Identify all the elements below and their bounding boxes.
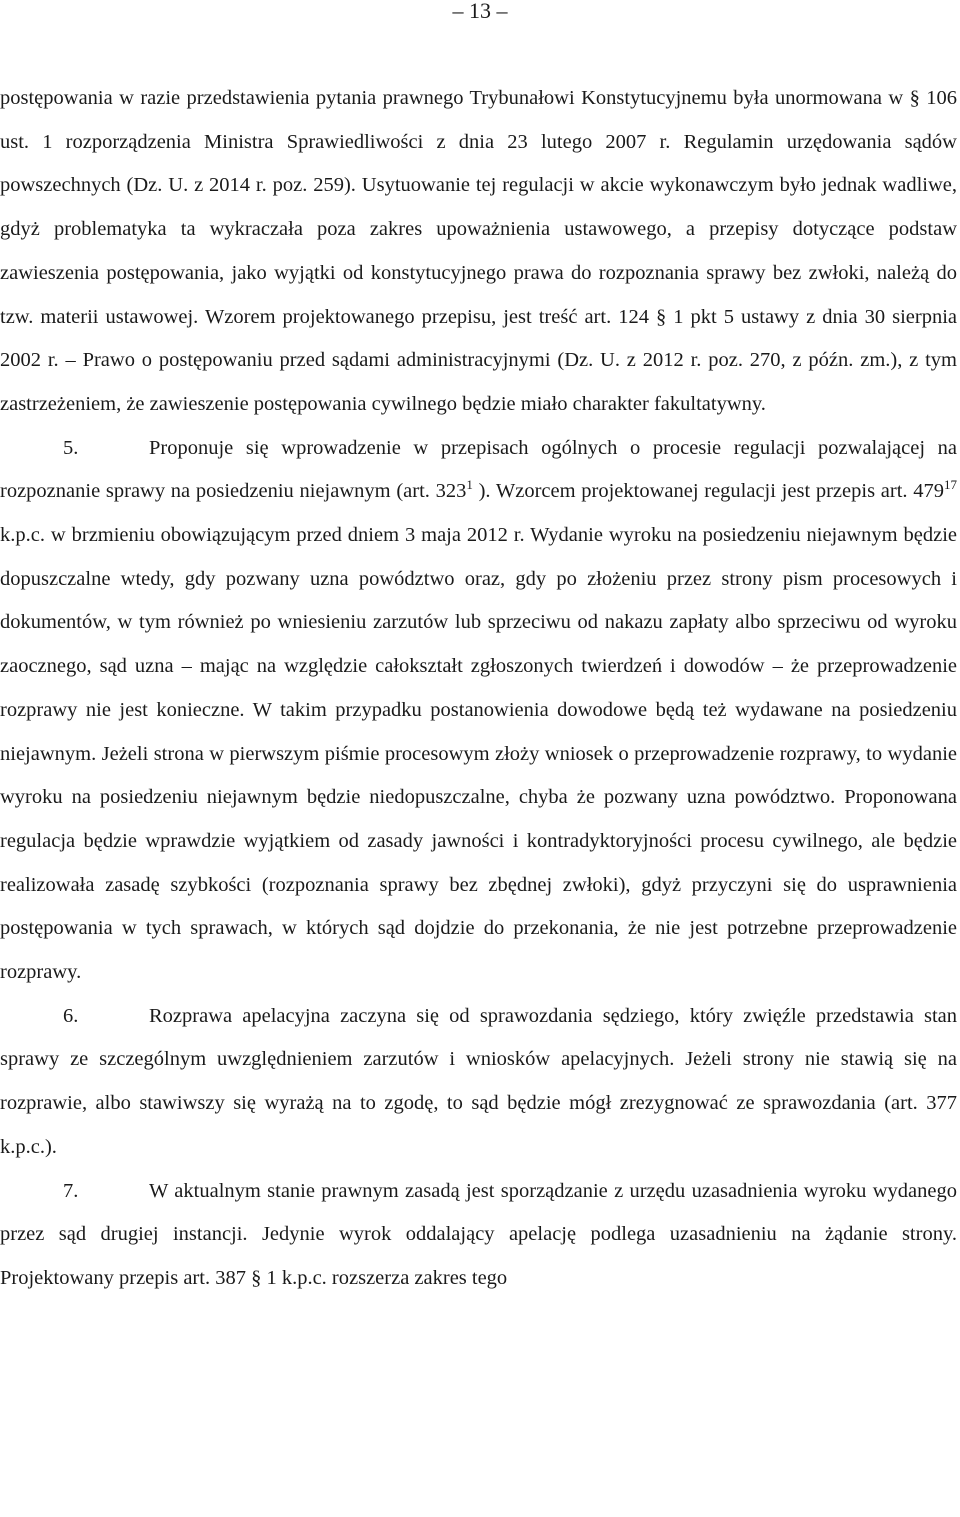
paragraph-continued: postępowania w razie przedstawienia pytania prawnego Trybunałowi Konstytucyjnemu była unormowana w § 106 ust. 1 rozporządzenia Ministra Sprawiedliwości z dnia 23 lutego 2007 r. Regulamin urzędowania sądów powszechnych (Dz. U. z 2014 r. poz. 259). Usytuowanie tej regulacji w akcie wykonawczym było jednak wadliwe, gdyż problematyka ta wykraczała poza zakres upoważnienia ustawowego, a przepisy dotyczące podstaw zawieszenia postępowania, jako wyjątki od konstytucyjnego prawa do rozpoznania sprawy bez zwłoki, należą do tzw. materii ustawowej. Wzorem projektowanego przepisu, jest treść art. 124 § 1 pkt 5 ustawy z dnia 30 sierpnia 2002 r. – Prawo o postępowaniu przed sądami administracyjnymi (Dz. U. z 2012 r. poz. 270, z późn. zm.), z tym zastrzeżeniem, że zawieszenie postępowania cywilnego będzie miało charakter fakultatywny. — [0, 87, 957, 415]
paragraph-7 — [0, 1170, 957, 1301]
paragraph-5 — [0, 427, 957, 995]
paragraph-text: k.p.c. w brzmieniu obowiązującym przed dniem 3 maja 2012 r. Wydanie wyroku na posiedzeniu niejawnym będzie dopuszczalne wtedy, gdy pozwany uzna powództwo oraz, gdy po złożeniu przez strony pism procesowych i dokumentów, w tym również po wniesieniu zarzutów lub sprzeciwu od nakazu zapłaty albo sprzeciwu od wyroku zaocznego, sąd uzna – mając na względzie całokształt zgłoszonych twierdzeń i dowodów – że przeprowadzenie rozprawy nie jest konieczne. W takim przypadku postanowienia dowodowe będą też wydawane na posiedzeniu niejawnym. Jeżeli strona w pierwszym piśmie procesowym złoży wniosek o przeprowadzenie rozprawy, to wydanie wyroku na posiedzeniu niejawnym będzie niedopuszczalne, chyba że pozwany uzna powództwo. Proponowana regulacja będzie wprawdzie wyjątkiem od zasady jawności i kontradyktoryjności procesu cywilnego, ale będzie realizowała zasadę szybkości (rozpoznania sprawy bez zbędnej zwłoki), gdyż przyczyni się do usprawnienia postępowania w tych sprawach, w których sąd dojdzie do przekonania, że nie jest potrzebne przeprowadzenie rozprawy. — [0, 524, 957, 984]
page-number: – 13 – — [452, 0, 508, 23]
document-body — [0, 77, 957, 1301]
paragraph-number: 6. — [63, 1004, 79, 1027]
superscript: 1 — [466, 477, 473, 493]
paragraph-number: 5. — [63, 436, 79, 459]
paragraph-text: Proponuje się wprowadzenie w przepisach ogólnych o procesie regulacji pozwalającej na rozpoznanie sprawy na posiedzeniu niejawnym (art. 323 — [0, 436, 957, 503]
paragraph-number: 7. — [63, 1179, 79, 1202]
paragraph-text: ). Wzorcem projektowanej regulacji jest przepis art. 479 — [472, 480, 944, 503]
paragraph-6 — [0, 995, 957, 1170]
paragraph-text: W aktualnym stanie prawnym zasadą jest sporządzanie z urzędu uzasadnienia wyroku wydanego przez sąd drugiej instancji. Jedynie wyrok oddalający apelację podlega uzasadnieniu na żądanie strony. Projektowany przepis art. 387 § 1 k.p.c. rozszerza zakres tego — [0, 1179, 957, 1289]
superscript: 17 — [944, 477, 957, 493]
paragraph-text: Rozprawa apelacyjna zaczyna się od sprawozdania sędziego, który zwięźle przedstawia stan sprawy ze szczególnym uwzględnieniem zarzutów i wniosków apelacyjnych. Jeżeli strony nie stawią się na rozprawie, albo stawiwszy się wyrażą na to zgodę, to sąd będzie mógł zrezygnować ze sprawozdania (art. 377 k.p.c.). — [0, 1004, 957, 1158]
